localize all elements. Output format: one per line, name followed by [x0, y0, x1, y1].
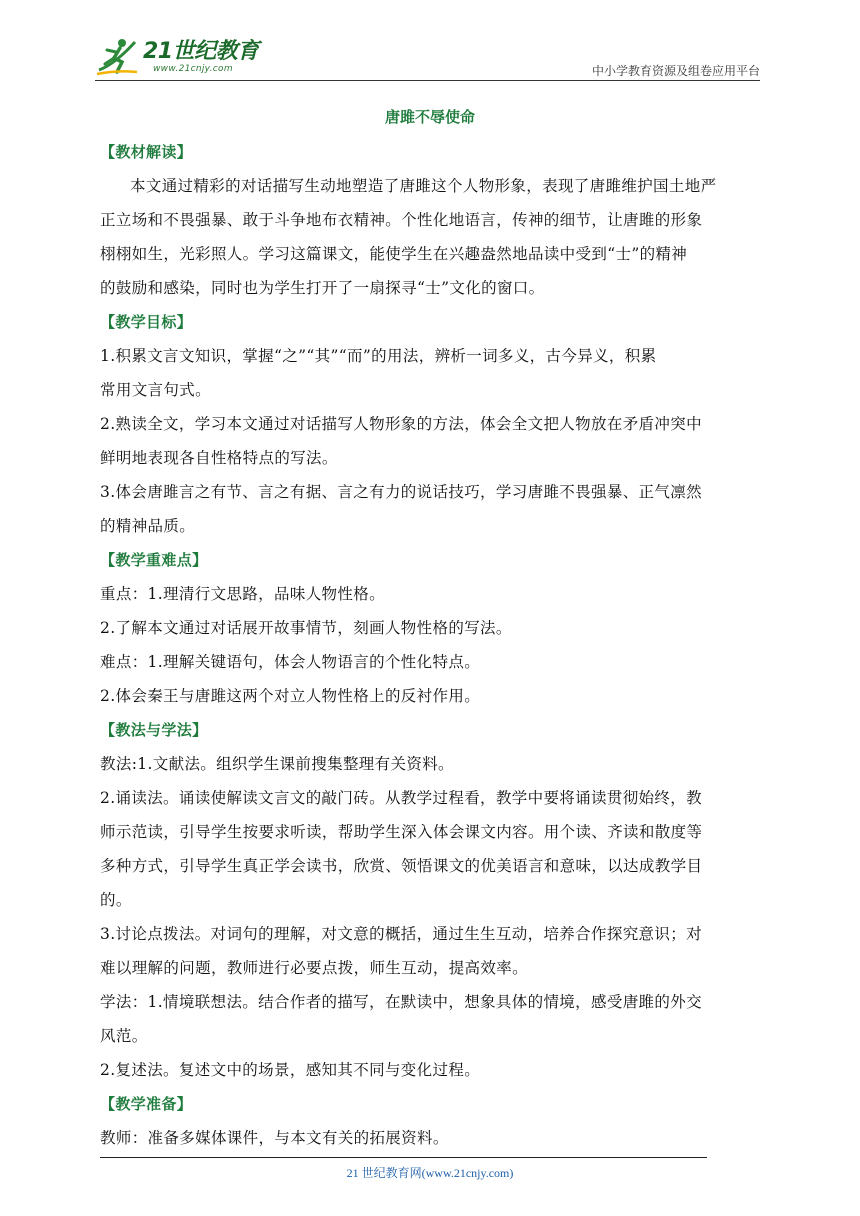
paragraph-line: 师示范读，引导学生按要求听读，帮助学生深入体会课文内容。用个读、齐读和散度等 — [100, 823, 703, 841]
paragraph-line: 2.熟读全文，学习本文通过对话描写人物形象的方法，体会全文把人物放在矛盾冲突中 — [100, 415, 702, 433]
footer-divider — [100, 1157, 707, 1158]
logo-text: 21世纪教育 — [143, 39, 259, 64]
paragraph-line: 多种方式，引导学生真正学会读书，欣赏、领悟课文的优美语言和意味，以达成教学目 — [100, 857, 703, 875]
paragraph-line: 重点：1.理清行文思路，品味人物性格。 — [100, 585, 385, 603]
paragraph-line: 教法:1.文献法。组织学生课前搜集整理有关资料。 — [100, 755, 454, 773]
section-heading: 【教材解读】 — [100, 143, 193, 161]
paragraph-line: 常用文言句式。 — [100, 381, 211, 399]
platform-name: 中小学教育资源及组卷应用平台 — [591, 64, 760, 78]
paragraph-line: 2.诵读法。诵读使解读文言文的敲门砖。从教学过程看，教学中要将诵读贯彻始终，教 — [100, 789, 702, 807]
section-heading: 【教法与学法】 — [100, 721, 208, 739]
logo — [95, 28, 265, 80]
paragraph-line: 正立场和不畏强暴、敢于斗争地布衣精神。个性化地语言，传神的细节，让唐雎的形象 — [100, 211, 703, 229]
document-title: 唐雎不辱使命 — [384, 108, 475, 126]
paragraph-line: 栩栩如生，光彩照人。学习这篇课文，能使学生在兴趣盎然地品读中受到“士”的精神 — [100, 245, 688, 263]
paragraph-line: 难点：1.理解关键语句，体会人物语言的个性化特点。 — [100, 653, 481, 671]
page-header — [95, 28, 760, 83]
paragraph-line: 2.了解本文通过对话展开故事情节，刻画人物性格的写法。 — [100, 619, 512, 637]
paragraph-line: 3.讨论点拨法。对词句的理解，对文意的概括，通过生生互动，培养合作探究意识；对 — [100, 925, 702, 943]
header-divider — [95, 80, 760, 81]
paragraph-line: 的精神品质。 — [100, 517, 196, 535]
paragraph-line: 的鼓励和感染，同时也为学生打开了一扇探寻“士”文化的窗口。 — [100, 279, 545, 297]
paragraph-line: 的。 — [100, 891, 132, 909]
paragraph-line: 风范。 — [100, 1027, 148, 1045]
paragraph-line: 鲜明地表现各自性格特点的写法。 — [100, 449, 338, 467]
document-body — [100, 135, 765, 1155]
paragraph-line: 本文通过精彩的对话描写生动地塑造了唐雎这个人物形象，表现了唐雎维护国土地严 — [130, 177, 717, 195]
paragraph-line: 难以理解的问题，教师进行必要点拨，师生互动，提高效率。 — [100, 959, 528, 977]
footer-text: 21 世纪教育网(www.21cnjy.com) — [346, 1166, 514, 1180]
paragraph-line: 2.体会秦王与唐雎这两个对立人物性格上的反衬作用。 — [100, 687, 481, 705]
paragraph-line: 教师：准备多媒体课件，与本文有关的拓展资料。 — [100, 1129, 449, 1147]
section-heading: 【教学准备】 — [100, 1095, 193, 1113]
runner-logo-icon — [95, 34, 139, 78]
section-heading: 【教学重难点】 — [100, 551, 208, 569]
paragraph-line: 3.体会唐雎言之有节、言之有据、言之有力的说话技巧，学习唐雎不畏强暴、正气凛然 — [100, 483, 702, 501]
logo-url: www.21cnjy.com — [153, 64, 233, 74]
paragraph-line: 1.积累文言文知识，掌握“之”“其”“而”的用法，辨析一词多义，古今异义，积累 — [100, 347, 657, 365]
paragraph-line: 2.复述法。复述文中的场景，感知其不同与变化过程。 — [100, 1061, 481, 1079]
paragraph-line: 学法：1.情境联想法。结合作者的描写，在默读中，想象具体的情境，感受唐雎的外交 — [100, 993, 702, 1011]
section-heading: 【教学目标】 — [100, 313, 193, 331]
